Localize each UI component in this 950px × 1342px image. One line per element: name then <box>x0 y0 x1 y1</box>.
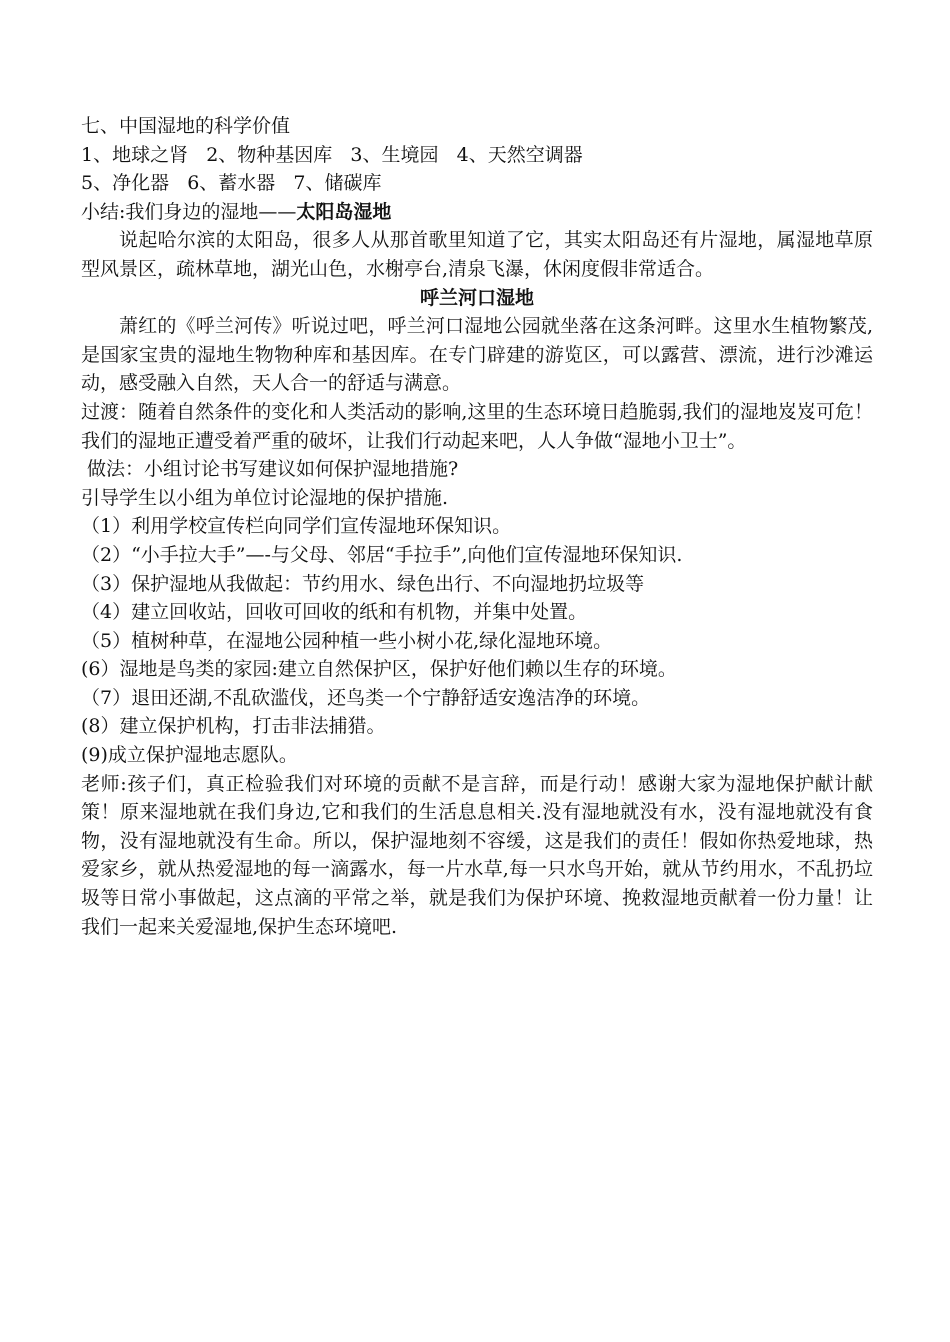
measure-item: (6）湿地是鸟类的家园:建立自然保护区，保护好他们赖以生存的环境。 <box>81 658 677 681</box>
summary-line <box>81 198 873 227</box>
section-heading-scientific-value: 七、中国湿地的科学价值 <box>81 115 291 137</box>
teacher-closing-paragraph: 老师:孩子们，真正检验我们对环境的贡献不是言辞，而是行动！感谢大家为湿地保护献计献策！原来湿地就在我们身边,它和我们的生活息息相关.没有湿地就没有水，没有湿地就没有食物，没有湿地就没有生命。所以，保护湿地刻不容缓，这是我们的责任！假如你热爱地球，热爱家乡，就从热爱湿地的每一滴露水，每一片水草,每一只水鸟开始，就从节约用水，不乱扔垃圾等日常小事做起，这点滴的平常之举，就是我们为保护环境、挽救湿地贡献着一份力量！让我们一起来关爱湿地,保护生态环境吧. <box>81 772 873 938</box>
transition-paragraph: 过渡：随着自然条件的变化和人类活动的影响,这里的生态环境日趋脆弱,我们的湿地岌岌可危！我们的湿地正遭受着严重的破坏，让我们行动起来吧，人人争做“湿地小卫士”。 <box>81 400 873 452</box>
measure-item: （1）利用学校宣传栏向同学们宣传湿地环保知识。 <box>81 515 512 538</box>
values-list-line-1: 1、地球之肾 2、物种基因库 3、生境园 4、天然空调器 <box>81 143 583 166</box>
taiyang-island-paragraph: 说起哈尔滨的太阳岛，很多人从那首歌里知道了它，其实太阳岛还有片湿地，属湿地草原型风景区，疏林草地，湖光山色，水榭亭台,清泉飞瀑，休闲度假非常适合。 <box>81 229 873 280</box>
document-page <box>81 112 873 941</box>
method-line: 做法：小组讨论书写建议如何保护湿地措施? <box>81 458 459 481</box>
guide-line: 引导学生以小组为单位讨论湿地的保护措施. <box>81 486 449 509</box>
hulan-section-title: 呼兰河口湿地 <box>419 286 534 309</box>
measure-item: （5）植树种草，在湿地公园种植一些小树小花,绿化湿地环境。 <box>81 629 613 652</box>
summary-prefix: 小结:我们身边的湿地—— <box>81 200 297 223</box>
values-list-line-2: 5、净化器 6、蓄水器 7、储碳库 <box>81 172 382 195</box>
measure-item: （4）建立回收站，回收可回收的纸和有机物，并集中处置。 <box>81 601 588 624</box>
measure-item: (9)成立保护湿地志愿队。 <box>81 744 298 767</box>
measure-item: (8）建立保护机构，打击非法捕猎。 <box>81 715 386 738</box>
measure-item: （3）保护湿地从我做起：节约用水、绿色出行、不向湿地扔垃圾等 <box>81 572 645 595</box>
measure-item: （7）退田还湖,不乱砍滥伐，还鸟类一个宁静舒适安逸洁净的环境。 <box>81 686 651 709</box>
summary-bold-title: 太阳岛湿地 <box>296 200 392 223</box>
measure-item: （2）“小手拉大手”—-与父母、邻居“手拉手”,向他们宣传湿地环保知识. <box>81 543 683 566</box>
hulan-paragraph: 萧红的《呼兰河传》听说过吧，呼兰河口湿地公园就坐落在这条河畔。这里水生植物繁茂,是国家宝贵的湿地生物物种库和基因库。在专门辟建的游览区，可以露营、漂流，进行沙滩运动，感受融入自然，天人合一的舒适与满意。 <box>81 315 873 395</box>
